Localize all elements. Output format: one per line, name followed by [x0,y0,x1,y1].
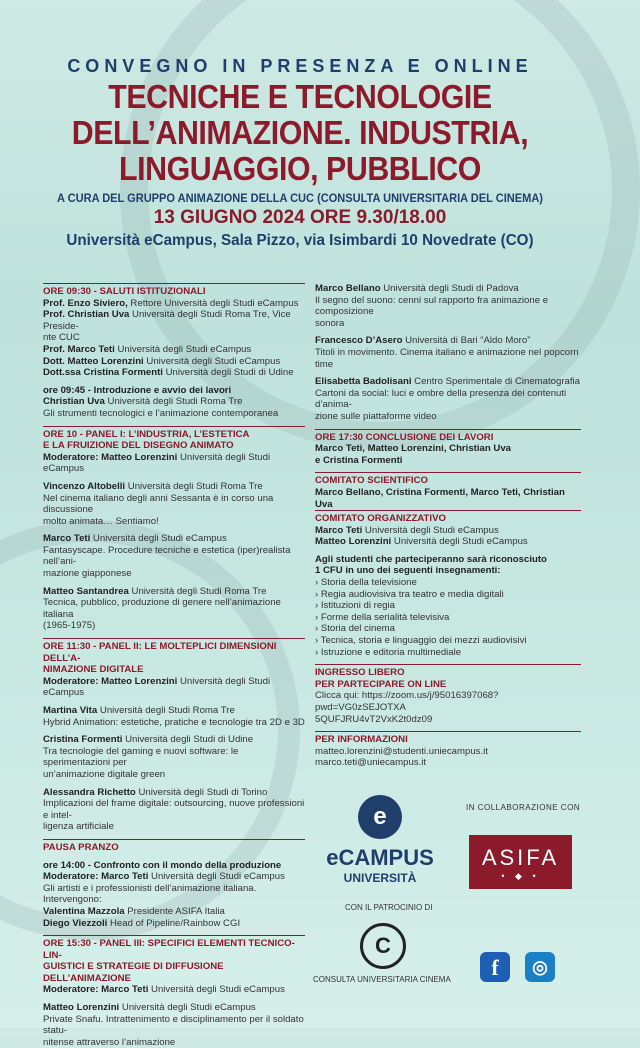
speaker-affiliation: Università degli Studi eCampus [143,355,281,367]
speaker-name: Prof. Enzo Siviero, [43,297,128,309]
section-heading: ORE 11:30 - PANEL II: LE MOLTEPLICI DIMENSIONI DELL’A- [43,641,277,664]
speaker-line [43,452,305,475]
section-rule [315,664,581,665]
section-rule [315,510,581,511]
program-text: Tra tecnologie del gaming e nuovi software: le sperimentazioni per [43,745,239,769]
program-text: › Regia audiovisiva tra teatro e media digitali [315,588,504,600]
event-title [24,79,576,187]
speaker-line [315,283,581,295]
program-text: 5QUFJRU4vT2VxK2t0dz09 [315,713,433,725]
speaker-name: Prof. Christian Uva [43,309,130,321]
section-heading: PER PARTECIPARE ON LINE [315,678,447,690]
speaker-affiliation: Università degli Studi eCampus [391,536,528,548]
program-text: › Istruzione e editoria multimediale [315,646,462,658]
cuc-name: CONSULTA UNIVERSITARIA CINEMA [313,975,451,984]
title-line: TECNICHE E TECNOLOGIE [108,78,492,115]
program-text: molto animata… Sentiamo! [43,515,159,527]
speaker-affiliation: Università degli Studi eCampus [119,1002,256,1014]
program-text: Marco Bellano, Cristina Formenti, Marco Teti, Christian Uva [315,486,565,510]
speaker-line [43,298,305,310]
speaker-name: Prof. Marco Teti [43,343,115,355]
speaker-affiliation: Università degli Studi eCampus [114,343,252,355]
speaker-name: Martina Vita [43,705,98,716]
section-heading: COMITATO SCIENTIFICO [315,475,428,487]
facebook-icon[interactable]: f [480,952,510,982]
speaker-name: Cristina Formenti [43,734,123,746]
program-text: e Cristina Formenti [315,454,403,466]
curatela: A CURA DEL GRUPPO ANIMAZIONE DELLA CUC (CONSULTA UNIVERSITARIA DEL CINEMA) [57,191,543,205]
speaker-affiliation: Head of Pipeline/Rainbow CGI [107,917,241,929]
speaker-line [43,356,305,368]
speaker-affiliation: Università degli Studi eCampus [362,524,499,536]
program-text: Tecnica, pubblico, produzione di genere nell’animazione italiana [43,597,281,620]
event-venue: Università eCampus, Sala Pizzo, via Isimbardi 10 Novedrate (CO) [66,232,534,249]
speaker-line [43,787,305,799]
speaker-affiliation: Università di Bari “Aldo Moro” [402,335,531,347]
ecampus-name: eCAMPUS [326,845,434,870]
program-text: Gli artisti e i professionisti dell’animazione italiana. Intervengono: [43,882,257,906]
speaker-line [315,536,581,548]
speaker-name: Dott.ssa Cristina Formenti [43,367,163,379]
program-text: Hybrid Animation: estetiche, pratiche e tecnologie tra 2D e 3D [43,716,305,728]
speaker-name: Marco Teti [315,524,363,536]
speaker-affiliation: Rettore Università degli Studi eCampus [127,297,299,309]
program-text: (1965-1975) [43,620,96,632]
logos-area [300,795,600,1028]
speaker-affiliation: Università degli Studi Roma Tre [125,480,263,492]
speaker-name: Moderatore: Marco Teti [43,871,149,883]
section-heading: ORE 15:30 - PANEL III: SPECIFICI ELEMENTI TECNICO-LIN- [43,938,295,961]
speaker-line [43,586,305,598]
speaker-name: Moderatore: Matteo Lorenzini [43,675,178,687]
section-heading: ORE 17:30 CONCLUSIONE DEI LAVORI [315,431,494,443]
collab-label: IN COLLABORAZIONE CON [466,803,581,812]
speaker-line [43,1002,305,1014]
section-heading: GUISTICI E STRATEGIE DI DIFFUSIONE DELL’ANIMAZIONE [43,961,224,984]
section-heading: NIMAZIONE DIGITALE [43,664,144,676]
program-text: sonora [315,317,345,329]
section-heading: COMITATO ORGANIZZATIVO [315,513,446,525]
program-text: Clicca qui: https://zoom.us/j/95016397068?pwd=VG0zSEJOTXA [315,690,499,713]
section-rule [315,472,581,473]
speaker-name: Moderatore: Matteo Lorenzini [43,451,178,463]
speaker-line [43,344,305,356]
speaker-name: Matteo Lorenzini [315,536,392,548]
program-text: un’animazione digitale green [43,768,166,780]
section-heading: PER INFORMAZIONI [315,734,408,746]
section-heading: INGRESSO LIBERO [315,667,405,679]
speaker-line [43,734,305,746]
program-text: ligenza artificiale [43,821,114,833]
speaker-line [43,676,305,699]
speaker-line [43,367,305,379]
program-text: Nel cinema italiano degli anni Sessanta è in corso una discussione [43,492,274,516]
speaker-name: Dott. Matteo Lorenzini [43,355,144,367]
speaker-affiliation: Università degli Studi Roma Tre [104,396,243,408]
ecampus-mark-icon: e [358,795,402,839]
speaker-line [43,705,305,717]
program-text: marco.teti@uniecampus.it [315,757,427,769]
program-text: Agli studenti che parteciperanno sarà riconosciuto [315,553,547,565]
asifa-name: ASIFA [481,845,560,870]
program-text: › Forme della serialità televisiva [315,611,450,623]
instagram-icon[interactable]: ◎ [525,952,555,982]
program-text: mazione giapponese [43,568,132,580]
speaker-name: Elisabetta Badolisani [315,376,412,388]
program-text: Implicazioni del frame digitale: outsourcing, nuove professioni e intel- [43,798,305,821]
section-rule [43,283,305,284]
program-text: Fantasyscape. Procedure tecniche e estetica (iper)realista nell’ani- [43,544,291,568]
speaker-name: Francesco D’Asero [315,335,403,347]
ecampus-logo [315,795,445,885]
speaker-line [43,906,305,918]
speaker-affiliation: Università degli Studi di Torino [135,786,268,798]
section-rule [43,426,305,427]
speaker-affiliation: Università degli Studi di Padova [380,283,519,294]
speaker-line [43,871,305,883]
program-text: matteo.lorenzini@studenti.uniecampus.it [315,745,488,757]
speaker-name: Matteo Lorenzini [43,1002,120,1014]
section-heading: PAUSA PRANZO [43,841,119,853]
speaker-affiliation: Università degli Studi Roma Tre, Vice Preside- [43,309,291,332]
speaker-line [43,309,305,332]
speaker-line [43,396,305,408]
program-text: 1 CFU in uno dei seguenti insegnamenti: [315,565,501,577]
program-text: Titoli in movimento. Cinema italiano e animazione nel popcorn time [315,346,579,370]
section-heading: ORE 10 - PANEL I: L’INDUSTRIA, L’ESTETICA [43,428,250,440]
speaker-affiliation: Università degli Studi eCampus [43,675,271,699]
program-text: ore 09:45 - Introduzione e avvio dei lavori [43,384,232,396]
speaker-affiliation: Università degli Studi Roma Tre [97,705,235,716]
speaker-line [315,376,581,388]
ecampus-sub: UNIVERSITÀ [343,871,417,885]
speaker-affiliation: Università degli Studi di Udine [162,367,294,379]
program-text: Private Snafu. Intrattenimento e disciplinamento per il soldato statu- [43,1013,304,1037]
speaker-name: Marco Teti [43,533,91,545]
program-right-column [315,283,581,769]
speaker-name: Vincenzo Altobelli [43,480,126,492]
speaker-affiliation: Centro Sperimentale di Cinematografia [411,376,581,388]
section-rule [43,935,305,936]
asifa-logo [469,835,572,889]
program-text: Marco Teti, Matteo Lorenzini, Christian Uva [315,443,511,455]
speaker-name: Alessandra Richetto [43,786,136,798]
speaker-line [43,481,305,493]
program-text: nte CUC [43,332,80,344]
kicker: CONVEGNO IN PRESENZA E ONLINE [67,56,533,76]
speaker-line [315,525,581,537]
cuc-logo-icon: C [360,923,406,969]
program-text: nitense attraverso l’animazione [43,1036,176,1048]
speaker-affiliation: Università degli Studi eCampus [148,984,285,996]
title-line: DELL’ANIMAZIONE. INDUSTRIA, [71,114,529,151]
section-heading: ORE 09:30 - SALUTI ISTITUZIONALI [43,286,206,297]
speaker-affiliation: Presidente ASIFA Italia [124,905,225,917]
title-line: LINGUAGGIO, PUBBLICO [119,150,481,187]
section-rule [315,731,581,732]
program-text: Cartoni da social: luci e ombre della presenza dei contenuti d’anima- [315,387,567,411]
program-left-column [43,283,305,1048]
speaker-affiliation: Università degli Studi eCampus [43,451,271,475]
speaker-line [43,984,305,996]
speaker-line [315,335,581,347]
patrocinio-label: CON IL PATROCINIO DI [345,903,433,912]
program-text: › Istituzioni di regia [315,600,395,612]
speaker-name: Marco Bellano [315,283,381,294]
section-rule [43,839,305,840]
program-text: › Tecnica, storia e linguaggio dei mezzi audiovisivi [315,635,527,647]
speaker-affiliation: Università degli Studi eCampus [148,871,285,883]
speaker-line [43,533,305,545]
speaker-name: Diego Viezzoli [43,917,108,929]
program-text: zione sulle piattaforme video [315,410,437,422]
section-heading: E LA FRUIZIONE DEL DISEGNO ANIMATO [43,440,234,452]
speaker-name: Christian Uva [43,396,105,408]
program-text: › Storia della televisione [315,577,417,589]
event-date: 13 GIUGNO 2024 ORE 9.30/18.00 [153,207,447,228]
speaker-name: Valentina Mazzola [43,905,125,917]
program-text: Gli strumenti tecnologici e l’animazione contemporanea [43,407,279,419]
section-rule [315,429,581,430]
asifa-dots: • ◆ • [501,871,540,881]
program-text: › Storia del cinema [315,623,395,635]
section-rule [43,638,305,639]
speaker-affiliation: Università degli Studi di Udine [122,734,254,746]
speaker-affiliation: Università degli Studi Roma Tre [128,585,267,597]
speaker-affiliation: Università degli Studi eCampus [90,533,227,545]
header [0,56,600,250]
speaker-name: Matteo Santandrea [43,585,129,597]
program-text: Il segno del suono: cenni sul rapporto fra animazione e composizione [315,294,549,318]
speaker-name: Moderatore: Marco Teti [43,984,149,996]
program-text: ore 14:00 - Confronto con il mondo della produzione [43,859,282,871]
speaker-line [43,918,305,930]
